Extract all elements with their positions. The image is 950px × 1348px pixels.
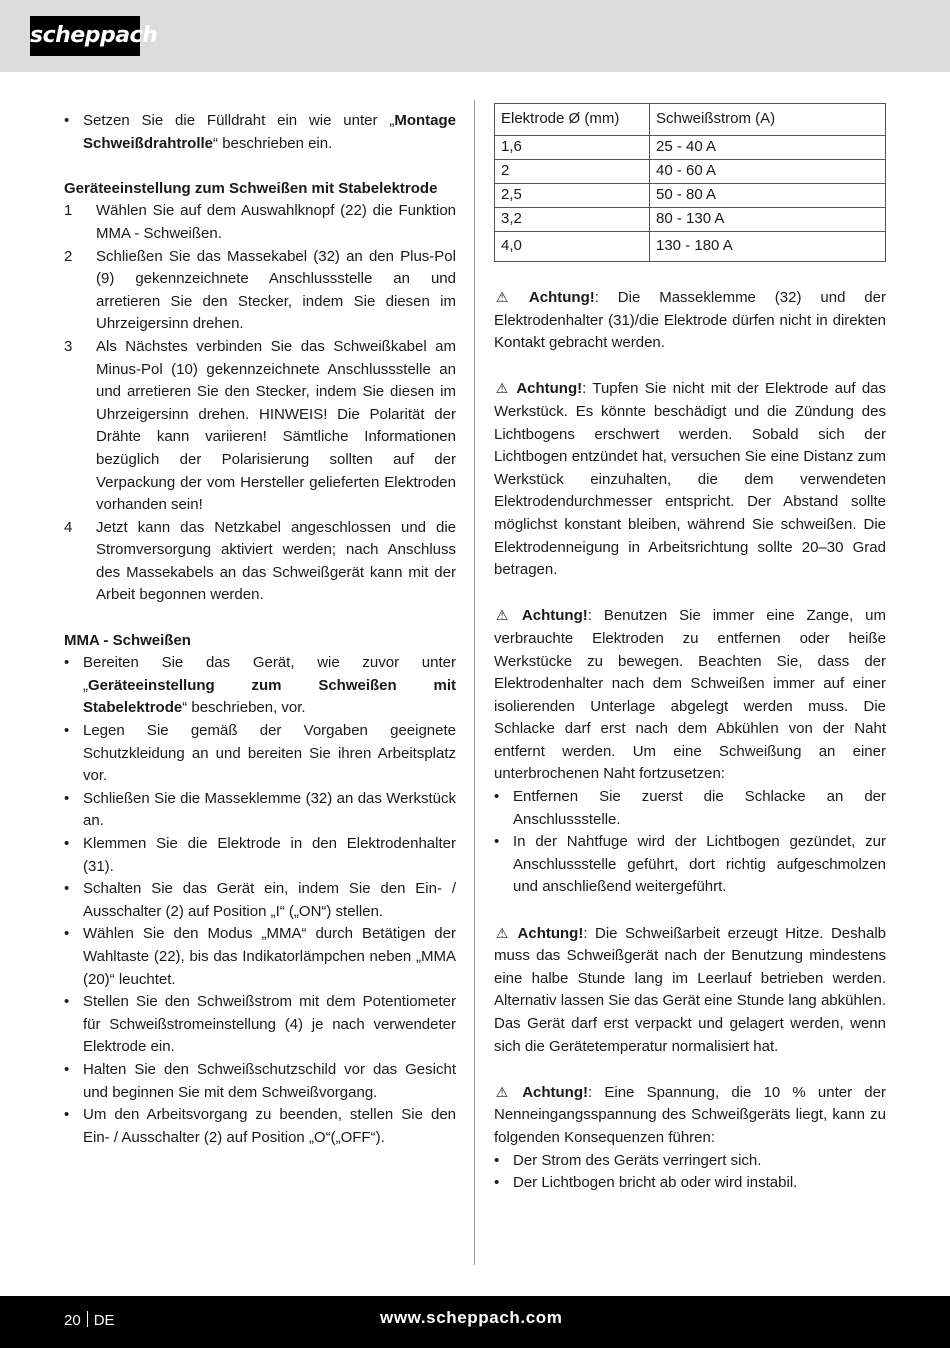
bullet-icon: • <box>64 1106 70 1124</box>
table-row <box>495 136 886 160</box>
list-item: • Setzen Sie die Fülldraht ein wie unter „Montage Schweißdrahtrolle“ beschrieben ein. <box>64 110 456 155</box>
left-column <box>64 110 456 1149</box>
list-item: 4 Jetzt kann das Netzkabel angeschlossen und die Stromversorgung aktiviert werden; nach Anschluss des Massekabels an das Schweißgerät kann mit der Arbeit begonnen werden. <box>64 518 456 604</box>
table-header: Elektrode Ø (mm) <box>495 104 650 136</box>
column-divider <box>474 100 475 1265</box>
right-column <box>494 110 886 1195</box>
bullet-list <box>64 652 456 1149</box>
page-number: 20 DE <box>64 1312 115 1329</box>
table-header-row <box>495 104 886 136</box>
bullet-icon: • <box>64 993 70 1011</box>
bullet-icon: • <box>494 1151 500 1169</box>
table-row <box>495 232 886 262</box>
table-header: Schweißstrom (A) <box>650 104 886 136</box>
list-item: • Um den Arbeitsvorgang zu beenden, stellen Sie den Ein- / Ausschalter (2) auf Position „O“(„OFF“). <box>64 1104 456 1149</box>
warning-icon: ⚠ <box>495 607 509 624</box>
bullet-icon: • <box>494 1174 500 1192</box>
warning-icon: ⚠ <box>495 380 509 397</box>
table-cell: 50 - 80 A <box>650 184 886 208</box>
table-cell: 25 - 40 A <box>650 136 886 160</box>
table-cell: 40 - 60 A <box>650 160 886 184</box>
bullet-icon: • <box>494 833 500 851</box>
table-row <box>495 160 886 184</box>
list-item: • Stellen Sie den Schweißstrom mit dem Potentiometer für Schweißstromeinstellung (4) je nach verwendeter Elektrode ein. <box>64 991 456 1059</box>
table-cell: 2 <box>495 160 650 184</box>
page-footer <box>0 1296 950 1348</box>
table-cell: 2,5 <box>495 184 650 208</box>
list-item: 3 Als Nächstes verbinden Sie das Schweißkabel am Minus-Pol (10) gekennzeichnete Anschlussstelle an und arretieren Sie den Stecker, indem Sie diesen im Uhrzeigersinn drehen. HINWEIS! Die Polarität der Drähte kann variieren! Sämtliche Informationen bezüglich der Polarisierung sollten auf der Verpackung der vom Hersteller gelieferten Elektroden vorhanden sein! <box>64 337 456 514</box>
section-heading: Geräteeinstellung zum Schweißen mit Stabelektrode <box>64 179 438 197</box>
section-heading: MMA - Schweißen <box>64 631 191 649</box>
page-header <box>0 0 950 72</box>
list-item: • Halten Sie den Schweißschutzschild vor das Gesicht und beginnen Sie mit dem Schweißvorgang. <box>64 1059 456 1104</box>
table-cell: 130 - 180 A <box>650 232 886 262</box>
warning-paragraph: ⚠ Achtung!: Die Masseklemme (32) und der Elektrodenhalter (31)/die Elektrode dürfen nicht in direkten Kontakt gebracht werden. <box>494 286 886 355</box>
bullet-icon: • <box>64 880 70 898</box>
warning-paragraph: ⚠ Achtung!: Benutzen Sie immer eine Zange, um verbrauchte Elektroden zu entfernen oder heiße Werkstücke zu bewegen. Beachten Sie, dass der Elektrodenhalter nach dem Schweißen immer auf einer isolierenden Unterlage abgelegt werden muss. Die Schlacke darf erst nach dem Abkühlen von der Naht entfernt werden. Um eine Schweißung an einer unterbrochenen Naht fortzusetzen: <box>494 604 886 786</box>
list-item: • Klemmen Sie die Elektrode in den Elektrodenhalter (31). <box>64 833 456 878</box>
list-item: • Schalten Sie das Gerät ein, indem Sie den Ein- / Ausschalter (2) auf Position „I“ („ON“) stellen. <box>64 878 456 923</box>
bullet-icon: • <box>64 654 70 672</box>
table-row <box>495 208 886 232</box>
list-item: • Bereiten Sie das Gerät, wie zuvor unter „Geräteeinstellung zum Schweißen mit Stabelektrode“ beschrieben, vor. <box>64 652 456 720</box>
warning-icon: ⚠ <box>495 924 509 941</box>
list-item: • Der Lichtbogen bricht ab oder wird instabil. <box>494 1172 886 1195</box>
bullet-icon: • <box>64 722 70 740</box>
numbered-steps <box>64 200 456 607</box>
table-cell: 80 - 130 A <box>650 208 886 232</box>
list-item: • Schließen Sie die Masseklemme (32) an das Werkstück an. <box>64 788 456 833</box>
list-item: • Entfernen Sie zuerst die Schlacke an der Anschlussstelle. <box>494 786 886 831</box>
electrode-current-table <box>494 103 886 262</box>
warning-paragraph: ⚠ Achtung!: Eine Spannung, die 10 % unter der Nenneingangsspannung des Schweißgeräts liegt, kann zu folgenden Konsequenzen führen: <box>494 1081 886 1150</box>
bullet-icon: • <box>64 112 70 129</box>
brand-logo: scheppach <box>30 16 140 56</box>
bullet-icon: • <box>64 925 70 943</box>
table-cell: 1,6 <box>495 136 650 160</box>
divider <box>87 1311 88 1327</box>
list-item: • In der Nahtfuge wird der Lichtbogen gezündet, zur Anschlussstelle geführt, dort richtig aufgeschmolzen und anschließend weitergeführt. <box>494 831 886 899</box>
bullet-icon: • <box>64 1060 70 1078</box>
table-cell: 4,0 <box>495 232 650 262</box>
bullet-icon: • <box>64 835 70 852</box>
table-cell: 3,2 <box>495 208 650 232</box>
warning-paragraph: ⚠ Achtung!: Tupfen Sie nicht mit der Elektrode auf das Werkstück. Es könnte beschädigt und die Zündung des Lichtbogens erschwert werden. Sobald sich der Lichtbogen entzündet hat, versuchen Sie eine Distanz zum Werkstück einzuhalten, die dem verwendeten Elektrodendurchmesser entspricht. Der Abstand sollte möglichst konstant bleiben, während Sie schweißen. Die Elektrodenneigung in Arbeitsrichtung sollte 20–30 Grad betragen. <box>494 377 886 581</box>
list-item: • Legen Sie gemäß der Vorgaben geeignete Schutzkleidung an und bereiten Sie ihren Arbeitsplatz vor. <box>64 720 456 788</box>
table-row <box>495 184 886 208</box>
warning-paragraph: ⚠ Achtung!: Die Schweißarbeit erzeugt Hitze. Deshalb muss das Schweißgerät nach der Benutzung mindestens eine halbe Stunde lang im Leerlauf betrieben werden. Alternativ lassen Sie das Gerät eine Stunde lang abkühlen. Das Gerät darf erst verpackt und gelagert werden, wenn sich die Gerätetemperatur normalisiert hat. <box>494 922 886 1059</box>
list-item: 2 Schließen Sie das Massekabel (32) an den Plus-Pol (9) gekennzeichnete Anschlussstelle an und arretieren Sie den Stecker, indem Sie diesen im Uhrzeigersinn drehen. <box>64 247 456 333</box>
bullet-icon: • <box>494 788 500 806</box>
list-item: 1 Wählen Sie auf dem Auswahlknopf (22) die Funktion MMA - Schweißen. <box>64 202 456 242</box>
bullet-icon: • <box>64 789 70 807</box>
warning-icon: ⚠ <box>495 289 509 305</box>
website-link[interactable]: www.scheppach.com <box>380 1308 563 1327</box>
list-item: • Der Strom des Geräts verringert sich. <box>494 1150 886 1173</box>
list-item: • Wählen Sie den Modus „MMA“ durch Betätigen der Wahltaste (22), bis das Indikatorlämpchen neben „MMA (20)“ leuchtet. <box>64 923 456 991</box>
warning-icon: ⚠ <box>495 1083 509 1100</box>
